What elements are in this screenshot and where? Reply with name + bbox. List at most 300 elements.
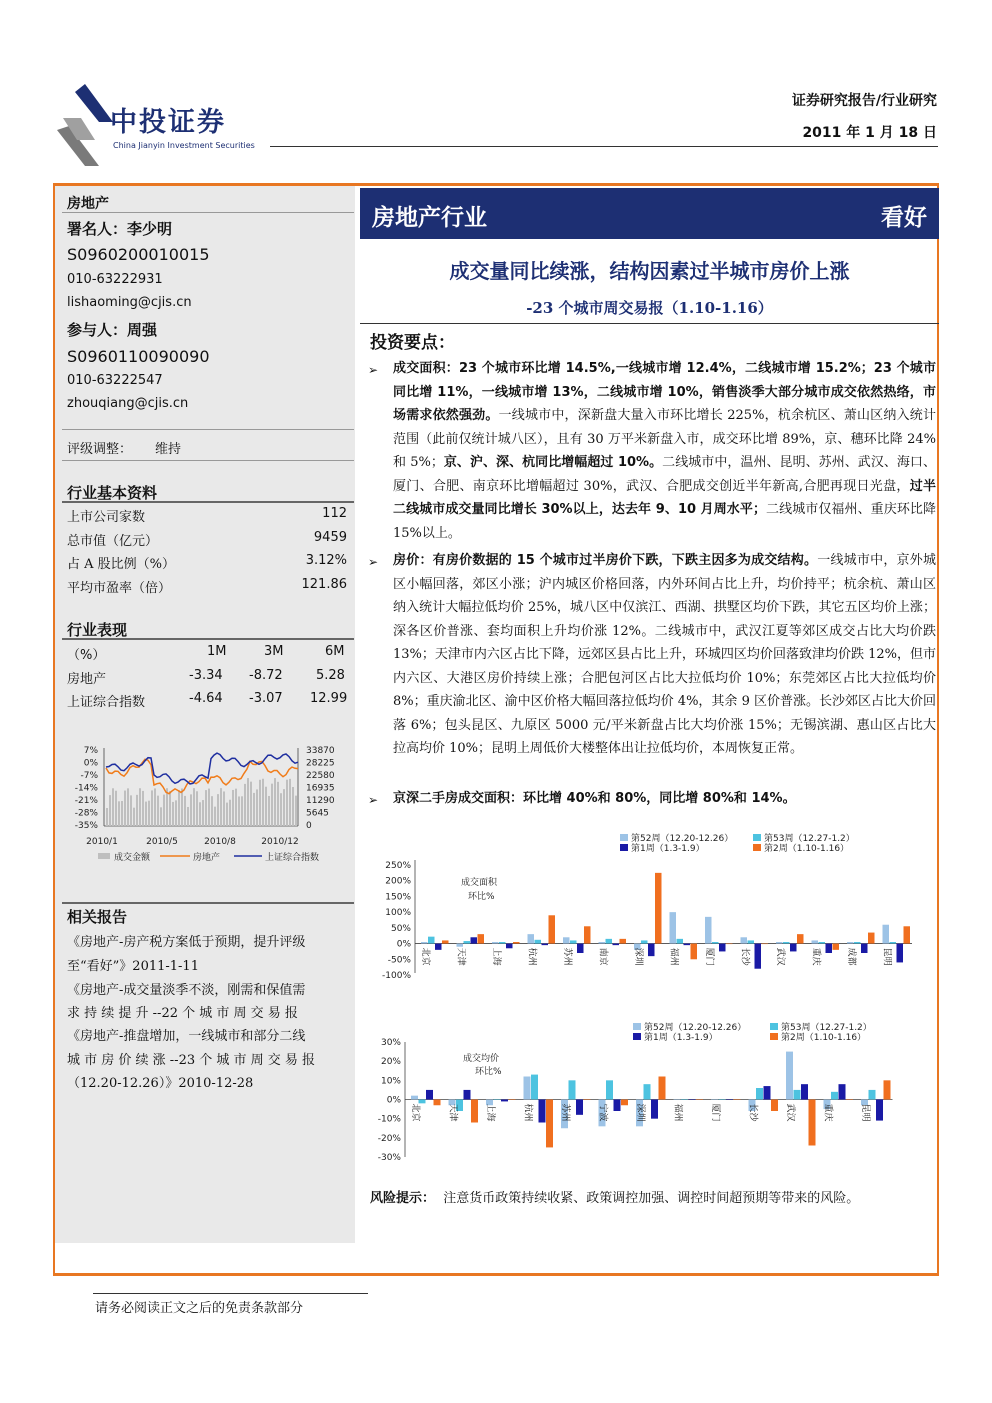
bar [613, 944, 620, 946]
volume-bar [130, 795, 132, 826]
category-label: 重庆 [822, 1103, 833, 1122]
bar [812, 940, 819, 943]
rating-value: 维持 [155, 442, 182, 457]
legend-w1: 第1周（1.3-1.9） [644, 1033, 718, 1043]
bar [783, 942, 790, 944]
bar [794, 1090, 801, 1100]
footer-divider [93, 1293, 368, 1294]
bar [584, 1100, 591, 1101]
bar [471, 1100, 478, 1123]
volume-bar [289, 779, 291, 826]
bar [839, 1084, 846, 1099]
sector-index-mini-chart [62, 740, 352, 870]
right-tick-label: 0 [306, 821, 312, 831]
volume-bar [268, 796, 270, 826]
volume-bar [181, 788, 183, 826]
volume-bar [163, 795, 165, 826]
legend-swatch-w52 [633, 1023, 641, 1030]
bar [524, 1077, 531, 1100]
bar [539, 1100, 546, 1123]
participant-cert: S0960110090090 [67, 347, 210, 366]
bar [584, 926, 591, 943]
bullet-arrow-icon: ➢ [368, 793, 379, 807]
bar [531, 1075, 538, 1100]
basics-row: 总市值（亿元） 9459 [67, 530, 347, 549]
x-tick-label: 2010/8 [204, 837, 236, 847]
category-label: 杭州 [522, 1103, 533, 1122]
bar [869, 1090, 876, 1100]
bar [434, 1100, 441, 1106]
bar [563, 937, 570, 943]
industry-rating: 看好 [881, 204, 927, 231]
bar [442, 940, 449, 943]
bar [546, 1100, 553, 1148]
volume-bar [136, 795, 138, 826]
volume-bar [151, 790, 153, 826]
volume-bar [148, 801, 150, 826]
bar [712, 942, 719, 944]
volume-bar [259, 780, 261, 826]
bar [689, 1100, 696, 1101]
basics-row: 平均市盈率（倍） 121.86 [67, 577, 347, 596]
legend-w2: 第2周（1.10-1.16） [781, 1033, 867, 1043]
volume-bar [157, 796, 159, 826]
left-tick-label: -35% [74, 821, 98, 831]
author-phone: 010-63222931 [67, 272, 163, 287]
bar [890, 942, 897, 944]
volume-bar [280, 793, 282, 826]
legend-index: 上证综合指数 [265, 853, 320, 863]
legend-swatch-w53 [770, 1023, 778, 1030]
chart1-title: 成交面积环比% [461, 878, 498, 902]
performance-header: （%） 1M 3M 6M [67, 644, 345, 663]
bar [861, 944, 868, 953]
x-tick-label: 2010/5 [146, 837, 178, 847]
left-tick-label: 0% [83, 758, 98, 769]
volume-bar [271, 784, 273, 826]
bar [655, 873, 662, 944]
volume-bar [292, 787, 294, 826]
volume-bar [274, 778, 276, 826]
bar [606, 1080, 613, 1099]
legend-swatch-w1 [620, 844, 628, 851]
bar [651, 1100, 658, 1119]
company-logo [55, 82, 115, 166]
bar [786, 1052, 793, 1100]
header-divider [270, 146, 938, 147]
legend-swatch-w53 [753, 834, 761, 841]
category-label: 北京 [420, 947, 430, 966]
related-report-line[interactable]: 《房地产-成交量淡季不淡，刚需和保值需 [67, 983, 306, 998]
bar [847, 942, 854, 944]
category-label: 昆明 [881, 947, 892, 966]
industry-banner [360, 188, 939, 239]
bar [734, 1100, 741, 1101]
volume-bar [124, 791, 126, 826]
legend-w53: 第53周（12.27-1.2） [764, 834, 855, 844]
right-tick-label: 22580 [306, 771, 335, 781]
bar [819, 942, 826, 944]
y-tick-label: 0% [386, 1095, 401, 1106]
right-tick-label: 28225 [306, 758, 335, 769]
category-label: 苏州 [562, 947, 572, 966]
left-tick-label: 7% [83, 746, 98, 756]
chart2-title: 成交均价环比% [463, 1054, 502, 1077]
volume-bar [256, 789, 258, 826]
bullet-arrow-icon: ➢ [368, 555, 379, 569]
bar [659, 1077, 666, 1100]
performance-row: 房地产 -3.34 -8.72 5.28 [67, 668, 345, 687]
bar [726, 944, 733, 945]
related-report-line[interactable]: 《房地产-房产税方案低于预期，提升评级 [67, 935, 306, 950]
basics-title: 行业基本资料 [67, 484, 158, 502]
basics-row: 占 A 股比例（%） 3.12% [67, 553, 347, 572]
bar [884, 1080, 891, 1099]
volume-bar [238, 796, 240, 826]
category-label: 长沙 [739, 947, 750, 966]
volume-bar [220, 788, 222, 826]
category-label: 昆明 [860, 1103, 870, 1122]
bar [764, 1086, 771, 1099]
bar [674, 1100, 681, 1101]
y-tick-label: -50% [387, 955, 411, 966]
bar [748, 940, 755, 943]
sidebar-divider [62, 638, 354, 640]
bar [599, 942, 606, 944]
company-name: 中投证券 [110, 107, 226, 138]
category-label: 武汉 [775, 947, 785, 966]
bar [513, 942, 520, 944]
left-tick-label: -14% [74, 783, 98, 794]
volume-bar [193, 788, 195, 826]
y-tick-label: 250% [385, 861, 411, 871]
sector-label: 房地产 [67, 196, 109, 212]
volume-bar [142, 791, 144, 826]
title-divider [360, 323, 939, 324]
bar [904, 926, 911, 943]
bar [883, 925, 890, 944]
basics-row: 上市公司家数 112 [67, 506, 347, 525]
legend-w2: 第2周（1.10-1.16） [764, 844, 850, 854]
legend-w52: 第52周（12.20-12.26） [644, 1023, 747, 1033]
bar [719, 944, 726, 952]
y-tick-label: 200% [385, 876, 411, 887]
y-tick-label: 20% [380, 1057, 401, 1068]
bar [535, 940, 542, 944]
participant-label: 参与人：周强 [67, 321, 158, 339]
category-label: 杭州 [526, 947, 537, 966]
category-label: 厦门 [704, 947, 714, 966]
bar [421, 942, 428, 944]
volume-bar [244, 784, 246, 826]
bar [648, 944, 655, 957]
x-tick-label: 2010/1 [86, 837, 118, 847]
bar [691, 944, 698, 960]
chart2-legend [633, 1021, 872, 1043]
volume-bar [265, 787, 267, 826]
volume-bar [112, 788, 114, 826]
volume-bar [247, 778, 249, 826]
volume-bar [160, 807, 162, 826]
volume-bar [172, 802, 174, 826]
volume-bar [241, 796, 243, 826]
section-title: 投资要点： [370, 333, 455, 353]
legend-swatch-w2 [753, 844, 761, 851]
bar [876, 1100, 883, 1121]
category-label: 厦门 [710, 1103, 720, 1122]
category-label: 重庆 [810, 947, 821, 966]
report-type: 证券研究报告/行业研究 [791, 93, 937, 109]
y-tick-label: 100% [385, 908, 411, 919]
participant-phone: 010-63222547 [67, 373, 163, 388]
author-cert: S0960200010015 [67, 245, 210, 264]
report-title: 成交量同比续涨，结构因素过半城市房价上涨 [449, 259, 850, 283]
volume-bar [232, 790, 234, 826]
related-report-line[interactable]: 求 持 续 提 升 --22 个 城 市 周 交 易 报 [67, 1006, 298, 1021]
bar [509, 1100, 516, 1101]
category-label: 北京 [410, 1103, 420, 1122]
volume-bar [250, 782, 252, 826]
bar [677, 939, 684, 944]
author-label: 署名人：李少明 [67, 220, 173, 238]
bar [457, 944, 464, 947]
bar [696, 1100, 703, 1101]
volume-bar [217, 794, 219, 826]
bar [705, 917, 712, 944]
bullet-arrow-icon: ➢ [368, 363, 379, 377]
bar [499, 942, 506, 944]
volume-bars [106, 778, 297, 826]
volume-bar [121, 801, 123, 826]
y-tick-label: -20% [377, 1133, 401, 1144]
bar [762, 944, 769, 945]
y-tick-label: -100% [382, 971, 411, 981]
related-report-line[interactable]: 至“看好”》2011-1-11 [67, 959, 199, 974]
volume-bar [199, 802, 201, 826]
bar [846, 1100, 853, 1101]
category-label: 宁波 [597, 1103, 608, 1122]
category-label: 长沙 [747, 1103, 758, 1122]
category-label: 天津 [455, 947, 466, 966]
bar [854, 942, 861, 944]
bar [570, 940, 577, 943]
volume-bar [178, 790, 180, 826]
bar [614, 1100, 621, 1112]
volume-bar [283, 789, 285, 826]
left-tick-label: -7% [80, 771, 98, 781]
y-tick-label: 30% [380, 1038, 401, 1048]
volume-bar [211, 796, 213, 826]
volume-bar [214, 807, 216, 826]
bar [831, 1092, 838, 1100]
volume-bar [223, 791, 225, 826]
mini-chart-legend [98, 851, 319, 863]
bar [506, 944, 513, 949]
left-tick-label: -21% [74, 796, 98, 806]
participant-email[interactable]: zhouqiang@cjis.cn [67, 396, 189, 411]
bar [606, 939, 613, 944]
bar [726, 1100, 733, 1101]
bar [577, 944, 584, 953]
bar [711, 1100, 718, 1101]
bar [641, 940, 648, 943]
risk-warning: 风险提示： 注意货币政策持续收紧、政策调控加强、调控时间超预期等带来的风险。 [370, 1191, 860, 1206]
volume-bar [253, 793, 255, 826]
volume-bar [229, 800, 231, 826]
industry-name: 房地产行业 [372, 204, 487, 231]
legend-swatch-volume [98, 853, 110, 859]
volume-bar [202, 800, 204, 826]
related-report-line[interactable]: 《房地产-推盘增加，一线城市和部分二线 [67, 1029, 306, 1044]
legend-swatch-w52 [620, 834, 628, 841]
category-label: 福州 [668, 947, 679, 966]
volume-bar [127, 788, 129, 826]
bar [776, 942, 783, 944]
index-line [106, 753, 298, 784]
x-tick-label: 2010/12 [261, 837, 299, 847]
sidebar-divider [62, 501, 354, 503]
related-report-line[interactable]: 城 市 房 价 续 涨 --23 个 城 市 周 交 易 报 [67, 1053, 316, 1068]
volume-bar [139, 788, 141, 826]
bar [542, 944, 549, 946]
right-tick-label: 5645 [306, 808, 329, 819]
category-label: 苏州 [560, 1103, 570, 1122]
volume-bar [184, 796, 186, 826]
bar [464, 941, 471, 944]
y-tick-label: 0% [396, 939, 411, 950]
bar [797, 934, 804, 943]
bar [549, 915, 556, 943]
legend-w52: 第52周（12.20-12.26） [631, 834, 734, 844]
volume-bar [154, 788, 156, 826]
volume-bar [208, 789, 210, 826]
bar [790, 944, 797, 952]
volume-bar [196, 791, 198, 826]
disclaimer-note: 请务必阅读正文之后的免责条款部分 [95, 1301, 304, 1316]
performance-title: 行业表现 [67, 621, 128, 639]
bar [681, 1100, 688, 1101]
volume-bar [109, 795, 111, 826]
volume-bar [295, 796, 297, 826]
volume-bar [262, 779, 264, 826]
report-subtitle: -23 个城市周交易报（1.10-1.16） [526, 299, 773, 317]
y-tick-label: 150% [385, 892, 411, 903]
bar [569, 1080, 576, 1099]
bar [478, 934, 485, 943]
right-tick-label: 11290 [306, 796, 335, 806]
report-date: 2011 年 1 月 18 日 [802, 125, 937, 141]
legend-volume: 成交金额 [114, 853, 151, 863]
author-email[interactable]: lishaoming@cjis.cn [67, 295, 192, 310]
bar [620, 939, 627, 944]
volume-bar [175, 800, 177, 826]
bar [471, 937, 478, 943]
bar [621, 1100, 628, 1106]
category-label: 天津 [447, 1103, 458, 1122]
volume-bar [286, 780, 288, 826]
point-price: 房价：有房价数据的 15 个城市过半房价下跌，下跌主因多为成交结构。一线城市中，京外城区小幅回落，郊区小涨；沪内城区价格回落，内外环间占比上升，均价持平；杭余杭、萧山区纳入统计大幅拉低均价 25%，城八区中仅滨江、西湖、拱墅区均价下跌，其它五区均价上涨；深各区价普涨、套均面积上升均价涨 12%。二线城市中，武汉江夏等郊区成交占比大均价跌 13%；天津市内六区占比下降，远郊区县占比上升，环城四区均价回落致津均价跌 12%，但市内六区、大港区房价持续上涨；合肥包河区占比大拉低均价 10%；东莞郊区占比大拉低均价 8%；重庆渝北区、渝中区价格大幅回落拉低均价 4%，其余 9 区价普涨。长沙郊区占比大价回落 6%；包头昆区、九原区 5000 元/平米新盘占比大均价涨 15%；无锡滨湖、惠山区占比大拉高均价 10%；昆明上周低价大楼整体出让拉低均价，本周恢复正常。 [393, 553, 936, 756]
rating-label: 评级调整： [67, 442, 133, 457]
category-label: 深圳 [633, 947, 643, 966]
category-label: 福州 [672, 1103, 683, 1122]
bar [741, 937, 748, 943]
volume-bar [235, 789, 237, 826]
y-tick-label: -30% [377, 1153, 401, 1163]
sidebar-divider [62, 902, 354, 904]
sidebar-divider [62, 460, 354, 461]
bar [494, 1100, 501, 1101]
volume-bar [277, 782, 279, 826]
point-secondhand: 京深二手房成交面积：环比增 40%和 80%，同比增 80%和 14%。 [393, 791, 796, 806]
volume-bar [106, 808, 108, 826]
chart1-legend [620, 832, 855, 854]
volume-bar [145, 802, 147, 826]
bar [501, 1100, 508, 1102]
legend-w53: 第53周（12.27-1.2） [781, 1023, 872, 1033]
bar [426, 1090, 433, 1100]
bar [576, 1100, 583, 1115]
bar [644, 1084, 651, 1099]
category-label: 成都 [846, 947, 856, 966]
y-tick-label: 10% [380, 1076, 401, 1087]
right-tick-label: 16935 [306, 783, 335, 794]
sidebar-divider [62, 429, 354, 430]
bar [719, 1100, 726, 1101]
right-tick-label: 33870 [306, 746, 335, 756]
legend-w1: 第1周（1.3-1.9） [631, 844, 705, 854]
legend-sector: 房地产 [193, 853, 221, 863]
y-tick-label: -10% [377, 1114, 401, 1125]
volume-bar [187, 807, 189, 826]
bar [492, 942, 499, 944]
category-label: 武汉 [785, 1103, 795, 1122]
volume-bar [226, 803, 228, 826]
bar [756, 1088, 763, 1100]
bar [428, 937, 435, 944]
bar [833, 944, 840, 950]
bar [435, 944, 442, 950]
y-tick-label: 50% [390, 923, 411, 934]
bar [755, 944, 762, 969]
legend-swatch-w2 [770, 1033, 778, 1040]
legend-swatch-w1 [633, 1033, 641, 1040]
bar [801, 1084, 808, 1099]
company-en-name: China Jianyin Investment Securities [113, 141, 255, 150]
point-volume: 成交面积：23 个城市环比增 14.5%,一线城市增 12.4%，二线城市增 15.2%；23 个城市同比增 11%，一线城市增 13%，二线城市增 10%，销售淡季大部分城市成交依然热络，市场需求依然强劲。一线城市中，深新盘大量入市环比增长 225%，杭余杭区、萧山区纳入统计范围（此前仅统计城八区），且有 30 万平米新盘入市，成交环比增 89%，京、穗环比降 24%和 5%；京、沪、深、杭同比增幅超过 10%。二线城市中，温州、昆明、苏州、武汉、海口、厦门、合肥、南京环比增幅超过 30%，武汉、合肥成交创近半年新高,合肥再现日光盘，过半二线城市成交量同比增长 30%以上，达去年 9、10 月周水平；二线城市仅福州、重庆环比降 15%以上。 [393, 361, 936, 541]
volume-change-chart [365, 828, 915, 988]
performance-row: 上证综合指数 -4.64 -3.07 12.99 [67, 691, 348, 710]
volume-bar [169, 791, 171, 826]
volume-bar [205, 790, 207, 826]
volume-bar [133, 808, 135, 826]
bar [670, 912, 677, 943]
bar [464, 1090, 471, 1100]
left-tick-label: -28% [74, 808, 98, 819]
bar [528, 934, 535, 943]
category-label: 上海 [491, 947, 501, 966]
related-report-line[interactable]: （12.20-12.26）》2010-12-28 [67, 1076, 254, 1091]
bar [771, 1100, 778, 1112]
bar [684, 944, 691, 946]
category-label: 上海 [485, 1103, 495, 1122]
volume-bar [115, 791, 117, 826]
bar [826, 944, 833, 953]
bar [897, 944, 904, 963]
price-change-chart [365, 1017, 915, 1167]
bar [809, 1100, 816, 1146]
bar [411, 1096, 418, 1100]
category-label: 深圳 [635, 1103, 645, 1122]
